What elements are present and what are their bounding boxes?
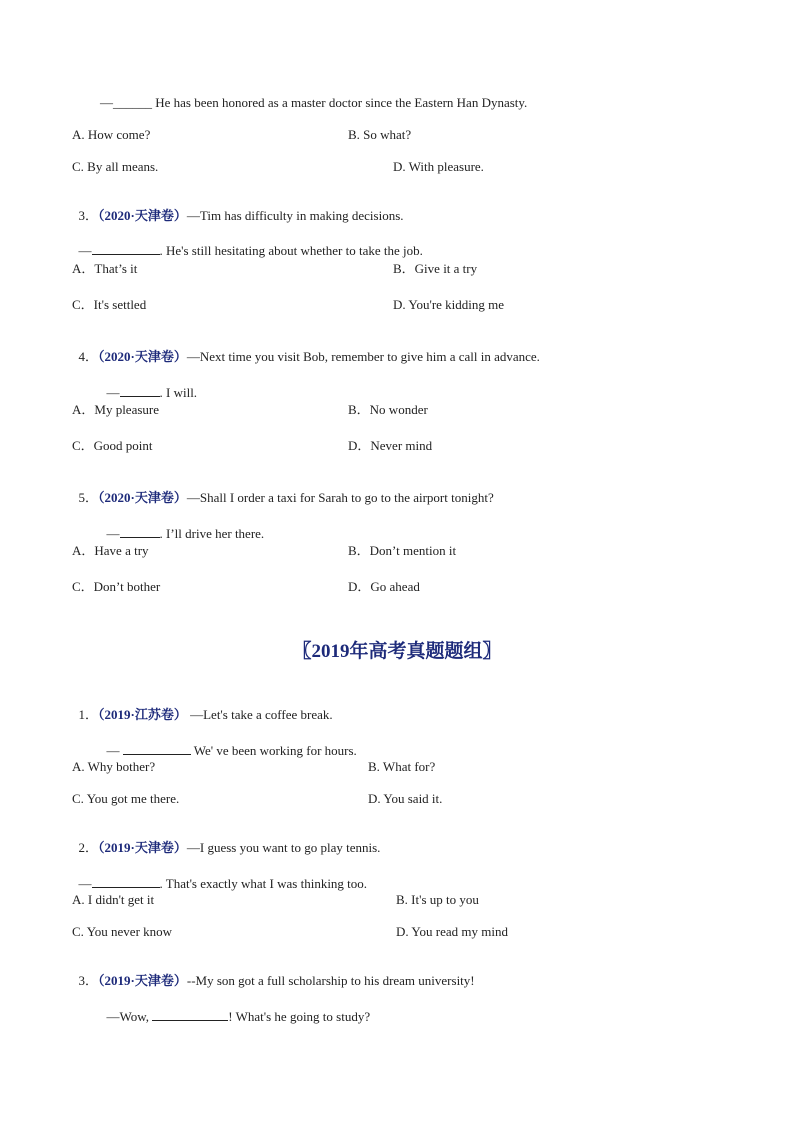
question-text: —I guess you want to go play tennis. <box>186 840 381 855</box>
option-b: B. So what? <box>348 127 412 142</box>
answer-blank <box>92 243 160 255</box>
answer-blank <box>92 876 160 888</box>
question-text: —Let's take a coffee break. <box>186 707 333 722</box>
question-number: 2． <box>78 840 99 855</box>
option-d: D. You read my mind <box>396 924 508 939</box>
option-a: A．Have a try <box>72 543 149 558</box>
reply-line <box>100 727 357 759</box>
option-b: B. What for? <box>368 759 436 774</box>
option-d: D. You said it. <box>368 791 443 806</box>
question-3-2020 <box>72 192 404 224</box>
question-text: —Shall I order a taxi for Sarah to go to the airport tonight? <box>186 490 494 505</box>
answer-blank <box>152 1009 228 1021</box>
question-source: （2020·天津卷） <box>98 349 187 364</box>
option-b: B．No wonder <box>348 402 428 417</box>
option-a: A．My pleasure <box>72 402 160 417</box>
question-number: 4． <box>78 349 99 364</box>
reply-text: We' ve been working for hours. <box>190 743 357 758</box>
answer-blank <box>123 743 191 755</box>
reply-line <box>100 993 370 1025</box>
question-2-2019 <box>72 824 380 856</box>
option-d: D. You're kidding me <box>393 297 505 312</box>
question-line: —______ He has been honored as a master doctor since the Eastern Han Dynasty. <box>100 95 528 110</box>
question-source: （2019·天津卷） <box>98 840 187 855</box>
answer-blank <box>120 526 160 538</box>
question-number: 3． <box>78 208 99 223</box>
option-d: D．Never mind <box>348 438 433 453</box>
reply-prefix: — <box>78 876 92 891</box>
option-d: D. With pleasure. <box>393 159 484 174</box>
option-c: C．Don’t bother <box>72 579 161 594</box>
option-a: A．That’s it <box>72 261 138 276</box>
reply-line <box>100 510 264 542</box>
question-4-2020 <box>72 333 540 365</box>
reply-line <box>72 227 423 259</box>
reply-text: . He's still hesitating about whether to take the job. <box>159 243 423 258</box>
answer-blank <box>120 385 160 397</box>
question-number: 5． <box>78 490 99 505</box>
question-number: 1． <box>78 707 99 722</box>
reply-text: . I will. <box>159 385 198 400</box>
question-source: （2020·天津卷） <box>98 490 187 505</box>
option-c: C. By all means. <box>72 159 159 174</box>
question-1-2019 <box>72 691 333 723</box>
section-heading: 〖2019年高考真题题组〗 <box>292 641 502 662</box>
question-source: （2019·江苏卷） <box>98 707 187 722</box>
reply-text: . I’ll drive her there. <box>159 526 265 541</box>
option-b: B. It's up to you <box>396 892 479 907</box>
question-3-2019 <box>72 957 475 989</box>
question-text: —Next time you visit Bob, remember to give him a call in advance. <box>186 349 540 364</box>
option-a: A. How come? <box>72 127 151 142</box>
reply-text: . That's exactly what I was thinking too. <box>159 876 368 891</box>
option-a: A. I didn't get it <box>72 892 155 907</box>
reply-prefix: — <box>78 243 92 258</box>
reply-prefix: — <box>106 526 120 541</box>
question-text: —Tim has difficulty in making decisions. <box>186 208 404 223</box>
question-5-2020 <box>72 474 494 506</box>
question-text: --My son got a full scholarship to his dream university! <box>186 973 475 988</box>
option-b: B．Give it a try <box>393 261 478 276</box>
reply-prefix: — <box>106 743 123 758</box>
option-c: C. You got me there. <box>72 791 180 806</box>
option-c: C. You never know <box>72 924 173 939</box>
question-number: 3． <box>78 973 99 988</box>
option-c: C．It's settled <box>72 297 147 312</box>
option-b: B．Don’t mention it <box>348 543 457 558</box>
reply-prefix: — <box>106 385 120 400</box>
option-c: C．Good point <box>72 438 153 453</box>
reply-prefix: —Wow, <box>106 1009 153 1024</box>
reply-line <box>72 860 367 892</box>
question-source: （2019·天津卷） <box>98 973 187 988</box>
option-d: D．Go ahead <box>348 579 420 594</box>
reply-line <box>100 369 197 401</box>
reply-text: ! What's he going to study? <box>228 1009 371 1024</box>
question-source: （2020·天津卷） <box>98 208 187 223</box>
option-a: A. Why bother? <box>72 759 156 774</box>
